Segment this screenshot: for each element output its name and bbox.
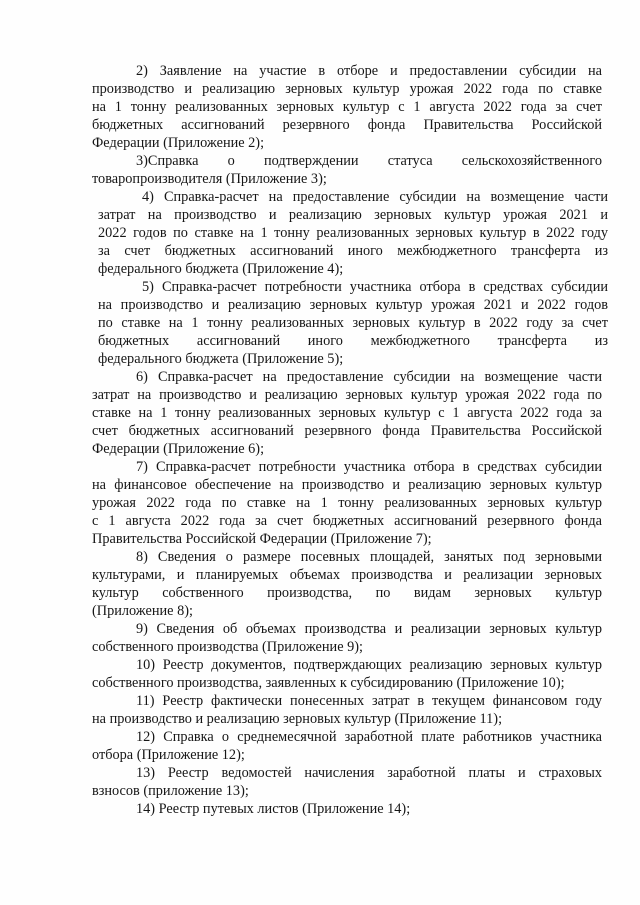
text-line: 7) Справка-расчет потребности участника отбора в средствах субсидии: [136, 459, 602, 475]
text-line: 9) Сведения об объемах производства и реализации зерновых культур: [136, 621, 602, 637]
text-line: Федерации (Приложение 2);: [92, 135, 265, 151]
list-item-6: [92, 368, 602, 458]
text-line: собственного производства, заявленных к субсидированию (Приложение 10);: [92, 675, 565, 691]
text-line: собственного производства (Приложение 9);: [92, 639, 363, 655]
list-item-11: [92, 692, 602, 728]
text-line: взносов (приложение 13);: [92, 783, 249, 799]
text-line: затрат на производство и реализацию зерновых культур урожая 2021 и: [98, 207, 608, 223]
document-body: [92, 62, 608, 818]
text-line: 2022 годов по ставке на 1 тонну реализованных зерновых культур в 2022 году: [98, 225, 608, 241]
list-item-3: [92, 152, 602, 188]
text-line: затрат на производство и реализацию зерновых культур урожая 2022 года по: [92, 387, 602, 403]
text-line: товаропроизводителя (Приложение 3);: [92, 171, 327, 187]
list-item-12: [92, 728, 602, 764]
text-line: 11) Реестр фактически понесенных затрат в текущем финансовом году: [136, 693, 602, 709]
text-line: 8) Сведения о размере посевных площадей, занятых под зерновыми: [136, 549, 602, 565]
text-line: 14) Реестр путевых листов (Приложение 14);: [136, 801, 411, 817]
text-line: бюджетных ассигнований иного межбюджетного трансферта из: [98, 333, 608, 349]
text-line: урожая 2022 года по ставке на 1 тонну реализованных зерновых культур: [92, 495, 602, 511]
text-line: 13) Реестр ведомостей начисления заработной платы и страховых: [136, 765, 602, 781]
text-line: федерального бюджета (Приложение 4);: [98, 261, 344, 277]
list-item-9: [92, 620, 602, 656]
list-item-5: [98, 278, 608, 368]
text-line: Федерации (Приложение 6);: [92, 441, 265, 457]
list-item-4: [98, 188, 608, 278]
text-line: отбора (Приложение 12);: [92, 747, 245, 763]
text-line: с 1 августа 2022 года за счет бюджетных ассигнований резервного фонда: [92, 513, 602, 529]
text-line: 5) Справка-расчет потребности участника отбора в средствах субсидии: [142, 279, 608, 295]
list-item-2: [92, 62, 602, 152]
list-item-13: [92, 764, 602, 800]
text-line: счет бюджетных ассигнований резервного фонда Правительства Российской: [92, 423, 602, 439]
text-line: 2) Заявление на участие в отборе и предоставлении субсидии на: [136, 63, 602, 79]
list-item-14: [92, 800, 602, 818]
text-line: (Приложение 8);: [92, 603, 193, 619]
list-item-7: [92, 458, 602, 548]
text-line: за счет бюджетных ассигнований иного межбюджетного трансферта из: [98, 243, 608, 259]
text-line: на 1 тонну реализованных зерновых культур с 1 августа 2022 года за счет: [92, 99, 602, 115]
text-line: 4) Справка-расчет на предоставление субсидии на возмещение части: [142, 189, 608, 205]
text-line: ставке на 1 тонну реализованных зерновых культур с 1 августа 2022 года за: [92, 405, 602, 421]
text-line: культур собственного производства, по видам зерновых культур: [92, 585, 602, 601]
text-line: по ставке на 1 тонну реализованных зерновых культур в 2022 году за счет: [98, 315, 608, 331]
list-item-8: [92, 548, 602, 620]
text-line: федерального бюджета (Приложение 5);: [98, 351, 344, 367]
text-line: производство и реализацию зерновых культур урожая 2022 года по ставке: [92, 81, 602, 97]
text-line: 10) Реестр документов, подтверждающих реализацию зерновых культур: [136, 657, 602, 673]
text-line: бюджетных ассигнований резервного фонда Правительства Российской: [92, 117, 602, 133]
list-item-10: [92, 656, 602, 692]
text-line: 6) Справка-расчет на предоставление субсидии на возмещение части: [136, 369, 602, 385]
text-line: на производство и реализацию зерновых культур урожая 2021 и 2022 годов: [98, 297, 608, 313]
text-line: 3)Справка о подтверждении статуса сельскохозяйственного: [136, 153, 602, 169]
text-line: на финансовое обеспечение на производство и реализацию зерновых культур: [92, 477, 602, 493]
text-line: на производство и реализацию зерновых культур (Приложение 11);: [92, 711, 503, 727]
text-line: Правительства Российской Федерации (Приложение 7);: [92, 531, 432, 547]
text-line: культурами, и планируемых объемах производства и реализации зерновых: [92, 567, 602, 583]
text-line: 12) Справка о среднемесячной заработной плате работников участника: [136, 729, 602, 745]
